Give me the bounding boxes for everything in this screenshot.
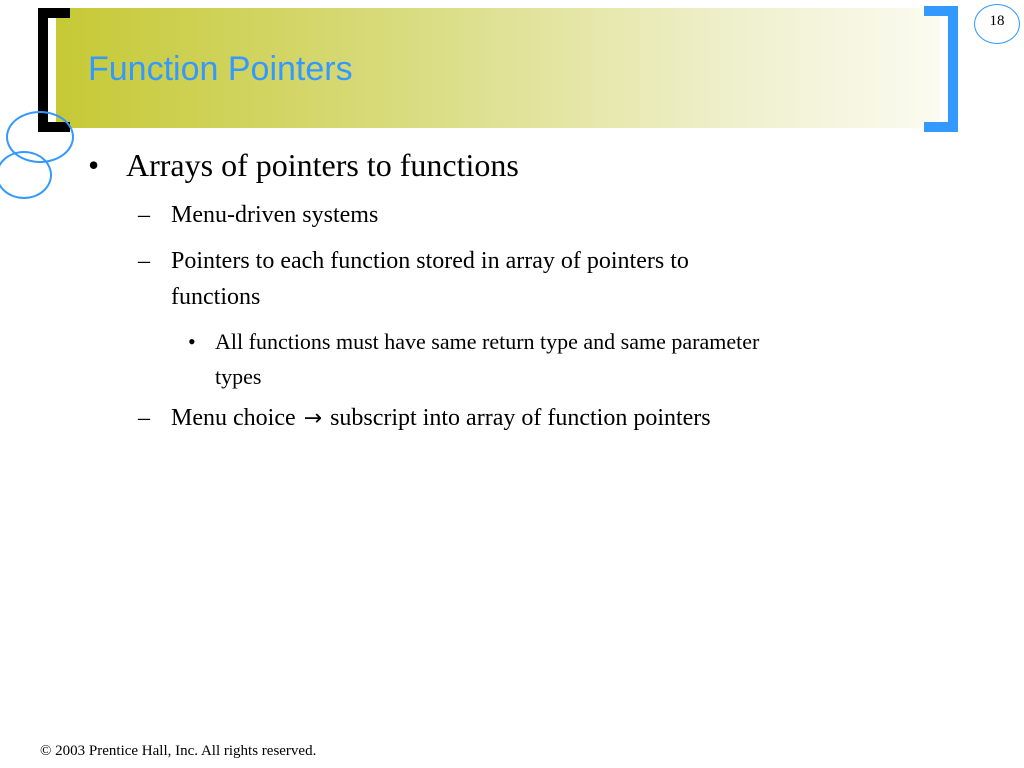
- bullet-text: Arrays of pointers to functions: [126, 147, 519, 183]
- dash-marker: –: [138, 405, 150, 431]
- page-number: 18: [989, 13, 1005, 29]
- subscript-text: subscript into array of function pointers: [324, 405, 711, 431]
- dash-marker: –: [138, 202, 150, 228]
- bullet-marker: •: [188, 329, 196, 354]
- sub-bullet-text-continued: functions: [171, 284, 261, 310]
- right-bracket-decoration: [924, 6, 958, 132]
- sub-bullet-text: [171, 405, 711, 432]
- sub-sub-bullet-text-continued: types: [215, 364, 262, 389]
- sub-bullet-text: Menu-driven systems: [171, 202, 379, 228]
- copyright-symbol: ©: [40, 743, 52, 759]
- right-arrow-icon: →: [303, 406, 323, 431]
- footer-copyright: [40, 743, 316, 760]
- footer-text: 2003 Prentice Hall, Inc. All rights reserved.: [51, 743, 317, 759]
- decorative-circle: [0, 151, 52, 199]
- sub-bullet-text: Pointers to each function stored in array of pointers to: [171, 248, 689, 274]
- bullet-marker: •: [88, 147, 100, 183]
- slide-title: Function Pointers: [88, 50, 353, 88]
- sub-sub-bullet-text: All functions must have same return type and same parameter: [215, 329, 760, 354]
- menu-choice-text: Menu choice: [171, 405, 302, 431]
- dash-marker: –: [138, 248, 150, 274]
